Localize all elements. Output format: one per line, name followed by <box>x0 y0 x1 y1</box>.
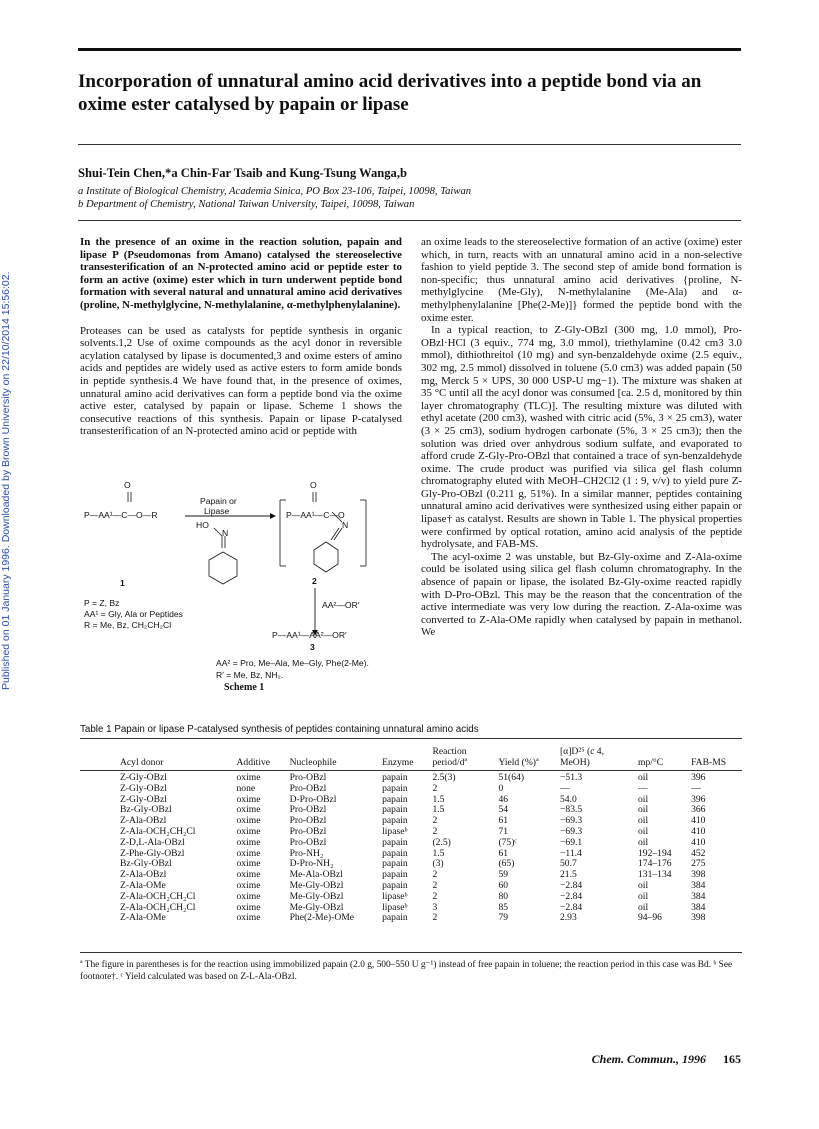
table-cell: — <box>559 782 570 794</box>
table-cell: papain <box>382 772 408 783</box>
table-footnote: ª The figure in parentheses is for the reaction using immobilized papain (2.0 g, 500–550 U g⁻¹) instead of free papain in toluene; the reaction period in this case was Bd. ᵇ See footnote†. ᶜ Yield calculated was based on Z-L-Ala-OBzl. <box>80 960 733 982</box>
right-column <box>421 236 742 639</box>
table-cell: oxime <box>236 825 261 837</box>
col-nucleophile: Nucleophile <box>289 757 337 768</box>
table-cell: 452 <box>691 847 706 859</box>
table-cell: 1.5 <box>432 793 445 805</box>
journal-name: Chem. Commun., 1996 <box>591 1052 706 1066</box>
table-cell: −2.84 <box>559 901 583 913</box>
table-cell: 3 <box>432 901 438 913</box>
table-cell: (65) <box>498 858 515 870</box>
table-cell: 21.5 <box>559 869 577 881</box>
col-enzyme: Enzyme <box>382 757 414 768</box>
table-cell: 384 <box>691 879 706 891</box>
table-cell: 94–96 <box>637 912 662 924</box>
table-cell: (3) <box>432 858 444 870</box>
definition-aa2: AA² = Pro, Me–Ala, Me–Gly, Phe(2-Me). <box>216 658 369 668</box>
table-cell: 2 <box>432 825 438 837</box>
table-cell: 410 <box>691 825 706 837</box>
table-cell: oil <box>637 793 649 805</box>
table-cell: Bz-Gly-OBzl <box>120 858 172 870</box>
table-cell: Pro-OBzl <box>289 825 327 837</box>
table-bottom-rule <box>80 952 742 953</box>
table-cell: oil <box>637 901 649 913</box>
col-yield: Yield (%)ª <box>498 757 539 768</box>
table-cell: 2.5(3) <box>432 772 456 783</box>
table-cell: oxime <box>236 836 261 848</box>
table-cell: Pro-OBzl <box>289 836 327 848</box>
table-cell: Pro-OBzl <box>289 804 327 816</box>
table-cell: 396 <box>691 772 706 783</box>
table-cell: papain <box>382 782 408 794</box>
table-cell: 192–194 <box>637 847 672 859</box>
col-fab-ms: FAB-MS <box>691 757 727 768</box>
table-cell: 2 <box>432 869 438 881</box>
table-cell: papain <box>382 858 408 870</box>
download-watermark: Published on 01 January 1996. Downloaded by Brown University on 22/10/2014 15:56:02. <box>0 271 12 690</box>
intro-paragraph: Proteases can be used as catalysts for peptide synthesis in organic solvents.1,2 Use of oxime compounds as the acyl donor in reversible acylation catalysed by lipase is documented,3 and oxime esters of amino acids and peptides are widely used as active esters to form amide bonds in peptide synthesis.4 We have found that, in the presence of oximes, unnatural amino acid derivatives can form a peptide bond via the oxime active ester, catalysed by papain or lipase. Scheme 1 shows the consecutive reactions of this synthesis. Papain or lipase P-catalysed transesterification of an N-protected amino acid or peptide with <box>80 324 402 438</box>
table-cell: 59 <box>498 869 509 881</box>
enzyme-label: Papain or <box>200 496 237 506</box>
table-cell: 2.93 <box>559 912 577 924</box>
table-cell: Me-Gly-OBzl <box>289 879 344 891</box>
table-cell: papain <box>382 815 408 827</box>
table-cell: Me-Ala-OBzl <box>289 869 343 881</box>
table-cell: — <box>637 782 648 794</box>
table-row <box>80 838 742 849</box>
col-acyl-donor: Acyl donor <box>120 757 164 768</box>
table-cell: 366 <box>691 804 706 816</box>
table-cell: 54 <box>498 804 509 816</box>
compound-1-label: 1 <box>120 578 125 588</box>
table-cell: papain <box>382 869 408 881</box>
right-paragraph-3: The acyl-oxime 2 was unstable, but Bz-Gly-oxime and Z-Ala-oxime could be isolated using silica gel flash column chromatography. In the absence of papain or lipase, the isolated Bz-Gly-oxime reacted rapidly with D-Pro-OBzl. This may be the reason that the concentration of the active intermediate was very low during the reaction. Z-Ala-oxime was converted to Z-Ala-OMe rapidly when catalysed by papain in methanol. We <box>421 550 742 639</box>
table-body <box>80 773 742 924</box>
table-cell: oxime <box>236 869 261 881</box>
nucleophile-formula: AA²—OR′ <box>322 600 360 610</box>
table-cell: −69.1 <box>559 836 583 848</box>
oxime-ho: HO <box>196 520 209 530</box>
table-cell: −2.84 <box>559 890 583 902</box>
table-cell: — <box>691 782 701 794</box>
enzyme-label-2: Lipase <box>204 506 230 516</box>
table-cell: oxime <box>236 804 261 816</box>
table-cell: 1.5 <box>432 847 445 859</box>
table-cell: oxime <box>236 815 261 827</box>
affiliation-a: a Institute of Biological Chemistry, Academia Sinica, PO Box 23-106, Taipei, 10098, Taiwan <box>78 186 472 197</box>
table-cell: −83.5 <box>559 804 583 816</box>
table-cell: −69.3 <box>559 825 583 837</box>
table-cell: 275 <box>691 858 706 870</box>
table-cell: oil <box>637 815 649 827</box>
table-cell: 51(64) <box>498 772 525 783</box>
table-cell: Z-Ala-OCH₂CH₂Cl <box>120 825 196 837</box>
table-cell: oxime <box>236 879 261 891</box>
table-cell: Me-Gly-OBzl <box>289 901 344 913</box>
definition-aa1: AA¹ = Gly, Ala or Peptides <box>84 609 183 619</box>
table-cell: 2 <box>432 879 438 891</box>
table-cell: Z-Ala-OMe <box>120 879 166 891</box>
table-cell: 2 <box>432 782 438 794</box>
table-cell: (2.5) <box>432 836 451 848</box>
table-cell: Phe(2-Me)-OMe <box>289 912 355 924</box>
table-caption: Table 1 Papain or lipase P-catalysed synthesis of peptides containing unnatural amino acids <box>80 724 479 735</box>
table-cell: 2 <box>432 890 438 902</box>
scheme-1 <box>80 480 410 693</box>
table-cell: 60 <box>498 879 509 891</box>
table-cell: none <box>236 782 256 794</box>
table-cell: Z-Ala-OMe <box>120 912 166 924</box>
article-title: Incorporation of unnatural amino acid derivatives into a peptide bond via an oxime ester catalysed by papain or lipase <box>78 71 702 115</box>
abstract: In the presence of an oxime in the reaction solution, papain and lipase P (Pseudomonas from Amano) catalysed the stereoselective transesterification of an N-protected amino acid or peptide ester to form an active (oxime) ester which in turn underwent peptide bond formation with several natural and unnatural amino acid derivatives (proline, N-methylglycine, N-methylalanine, α-methylphenylalanine). <box>80 236 402 311</box>
table-cell: 61 <box>498 815 509 827</box>
table-cell: D-Pro-NH₂ <box>289 858 334 870</box>
table-cell: 384 <box>691 890 706 902</box>
table-cell: oil <box>637 879 649 891</box>
table-cell: papain <box>382 879 408 891</box>
table-cell: Me-Gly-OBzl <box>289 890 344 902</box>
table-row <box>80 784 742 795</box>
table-cell: Z-Ala-OCH₂CH₂Cl <box>120 890 196 902</box>
table-cell: oxime <box>236 901 261 913</box>
table-cell: 174–176 <box>637 858 672 870</box>
col-additive: Additive <box>236 757 271 768</box>
table-cell: oil <box>637 825 649 837</box>
table-cell: papain <box>382 912 408 924</box>
table-cell: 396 <box>691 793 706 805</box>
carbonyl-o-2: O <box>310 480 317 490</box>
left-column <box>80 236 402 438</box>
intermediate-formula: P—AA¹—C—O <box>286 510 345 520</box>
table-cell: papain <box>382 804 408 816</box>
table-cell: Pro-OBzl <box>289 782 327 794</box>
affiliation-rule <box>78 220 741 221</box>
table-cell: 85 <box>498 901 509 913</box>
table-cell: Z-Ala-OBzl <box>120 815 167 827</box>
table-cell: (75)ᶜ <box>498 836 517 848</box>
table-header-row <box>80 742 742 768</box>
table-cell: 80 <box>498 890 509 902</box>
table-cell: Z-D,L-Ala-OBzl <box>120 836 185 848</box>
table-top-rule <box>80 738 742 739</box>
compound-3-label: 3 <box>310 642 315 652</box>
oxime-n: N <box>222 528 229 538</box>
table-cell: 131–134 <box>637 869 672 881</box>
table-cell: oxime <box>236 847 261 859</box>
col-rotation: [α]D²⁵ (c 4, MeOH) <box>559 746 604 768</box>
table-cell: lipaseᵇ <box>382 901 408 913</box>
compound-2-label: 2 <box>312 576 317 586</box>
table-cell: Z-Ala-OCH₂CH₂Cl <box>120 901 196 913</box>
table-cell: oxime <box>236 793 261 805</box>
table-row <box>80 892 742 903</box>
table-row <box>80 913 742 924</box>
table-cell: Z-Phe-Gly-OBzl <box>120 847 185 859</box>
table-cell: oil <box>637 772 649 783</box>
table-cell: oxime <box>236 912 261 924</box>
col-mp: mp/°C <box>637 757 664 768</box>
author-list: Shui-Tein Chen,*a Chin-Far Tsaib and Kung-Tsung Wanga,b <box>78 166 407 180</box>
table-cell: 2 <box>432 815 438 827</box>
table-cell: Bz-Gly-OBzl <box>120 804 172 816</box>
table-cell: Z-Ala-OBzl <box>120 869 167 881</box>
affiliation-b: b Department of Chemistry, National Taiwan University, Taipei, 10098, Taiwan <box>78 199 415 210</box>
table-cell: papain <box>382 793 408 805</box>
table-cell: 71 <box>498 825 509 837</box>
right-paragraph-1: an oxime leads to the stereoselective formation of an active (oxime) ester which, in turn, reacts with an unnatural amino acid in a non-selective fashion to yield peptide 3. The second step of amide bond formation is non-specific; thus unnatural amino acid derivatives {proline, N-methylglycine (Me-Gly), N-methylalanine (Me-Ala) and α-methylphenylalanine [Phe(2-Me)]} formed the peptide bond with the oxime ester. <box>421 236 742 324</box>
table-cell: 398 <box>691 869 706 881</box>
table-cell: oil <box>637 836 649 848</box>
intermediate-n: N <box>342 520 349 530</box>
table-cell: 50.7 <box>559 858 577 870</box>
table-cell: Pro-OBzl <box>289 772 327 783</box>
table-cell: lipaseᵇ <box>382 890 408 902</box>
table-cell: Pro-NH₂ <box>289 847 324 859</box>
product-formula: P—AA¹—AA²—OR′ <box>272 630 347 640</box>
top-rule <box>78 48 741 51</box>
table-cell: 384 <box>691 901 706 913</box>
table-cell: oxime <box>236 890 261 902</box>
table-cell: 0 <box>498 782 504 794</box>
table-cell: lipaseᵇ <box>382 825 408 837</box>
table-cell: 398 <box>691 912 706 924</box>
table-cell: −2.84 <box>559 879 583 891</box>
scheme-caption: Scheme 1 <box>224 682 265 693</box>
table-cell: oil <box>637 890 649 902</box>
definition-r-prime: R′ = Me, Bz, NH₂. <box>216 670 284 680</box>
table-cell: 1.5 <box>432 804 445 816</box>
table-cell: 2 <box>432 912 438 924</box>
table-cell: Z-Gly-OBzl <box>120 793 167 805</box>
col-reaction-period: Reaction period/dª <box>432 746 468 768</box>
table-cell: 61 <box>498 847 509 859</box>
table-cell: −69.3 <box>559 815 583 827</box>
table-cell: −51.3 <box>559 772 583 783</box>
table-cell: oxime <box>236 858 261 870</box>
table-cell: 410 <box>691 815 706 827</box>
results-table <box>80 742 742 924</box>
table-cell: −11.4 <box>559 847 582 859</box>
table-cell: oil <box>637 804 649 816</box>
right-paragraph-2: In a typical reaction, to Z-Gly-OBzl (300 mg, 1.0 mmol), Pro-OBzl·HCl (3 equiv., 774 mg, 3.0 mmol), triethylamine (0.42 cm3 3.0 mmol), dithiothreitol (10 mg) and syn-benzaldehyde oxime (2.5 equiv., 302 mg, 2.5 mmol) dissolved in toluene (5.0 cm3) was added papain (50 mg, Merck 5 × UPS, 30 000 USP-U mg−1). The mixture was shaken at 35 °C until all the acyl donor was consumed [ca. 2.5 d, monitored by thin layer chromatography (TLC)]. The resulting mixture was diluted with ethyl acetate (200 cm3), washed with citric acid (5%, 3 × 25 cm3), water (3 × 25 cm3), sodium hydrogen carbonate (5%, 3 × 25 cm3); then the solution was dried over anhydrous sodium sulfate, and evaporated to afford crude Z-Gly-Pro-OBzl that contained a trace of syn-benzaldehyde oxime. The crude product was purified via silica gel flash column chromatography eluted with MeOH–CH2Cl2 (1 : 9, v/v) to yield pure Z-Gly-Pro-OBzl (0.211 g, 51%). In a similar manner, peptides containing unnatural amino acid derivatives were synthesized using either papain or lipase† as catalyst. Results are shown in Table 1. The physical properties were confirmed by optical rotation, amino acid analysis of the peptide hydrolysate, and FAB-MS. <box>421 324 742 551</box>
table-cell: D-Pro-OBzl <box>289 793 337 805</box>
table-cell: Z-Gly-OBzl <box>120 782 167 794</box>
table-cell: 54.0 <box>559 793 577 805</box>
table-cell: 46 <box>498 793 509 805</box>
reactant-formula: P—AA¹—C—O—R <box>84 510 158 520</box>
journal-footer <box>592 1052 741 1067</box>
definition-r: R = Me, Bz, CH₂CH₂Cl <box>84 620 172 630</box>
carbonyl-o-1: O <box>124 480 131 490</box>
table-cell: Z-Gly-OBzl <box>120 772 167 783</box>
table-cell: 410 <box>691 836 706 848</box>
table-cell: oxime <box>236 772 261 783</box>
table-cell: Pro-OBzl <box>289 815 327 827</box>
definition-p: P = Z, Bz <box>84 598 120 608</box>
page-number: 165 <box>723 1052 741 1066</box>
table-cell: papain <box>382 847 408 859</box>
table-cell: 79 <box>498 912 509 924</box>
title-rule <box>78 144 741 145</box>
table-cell: papain <box>382 836 408 848</box>
